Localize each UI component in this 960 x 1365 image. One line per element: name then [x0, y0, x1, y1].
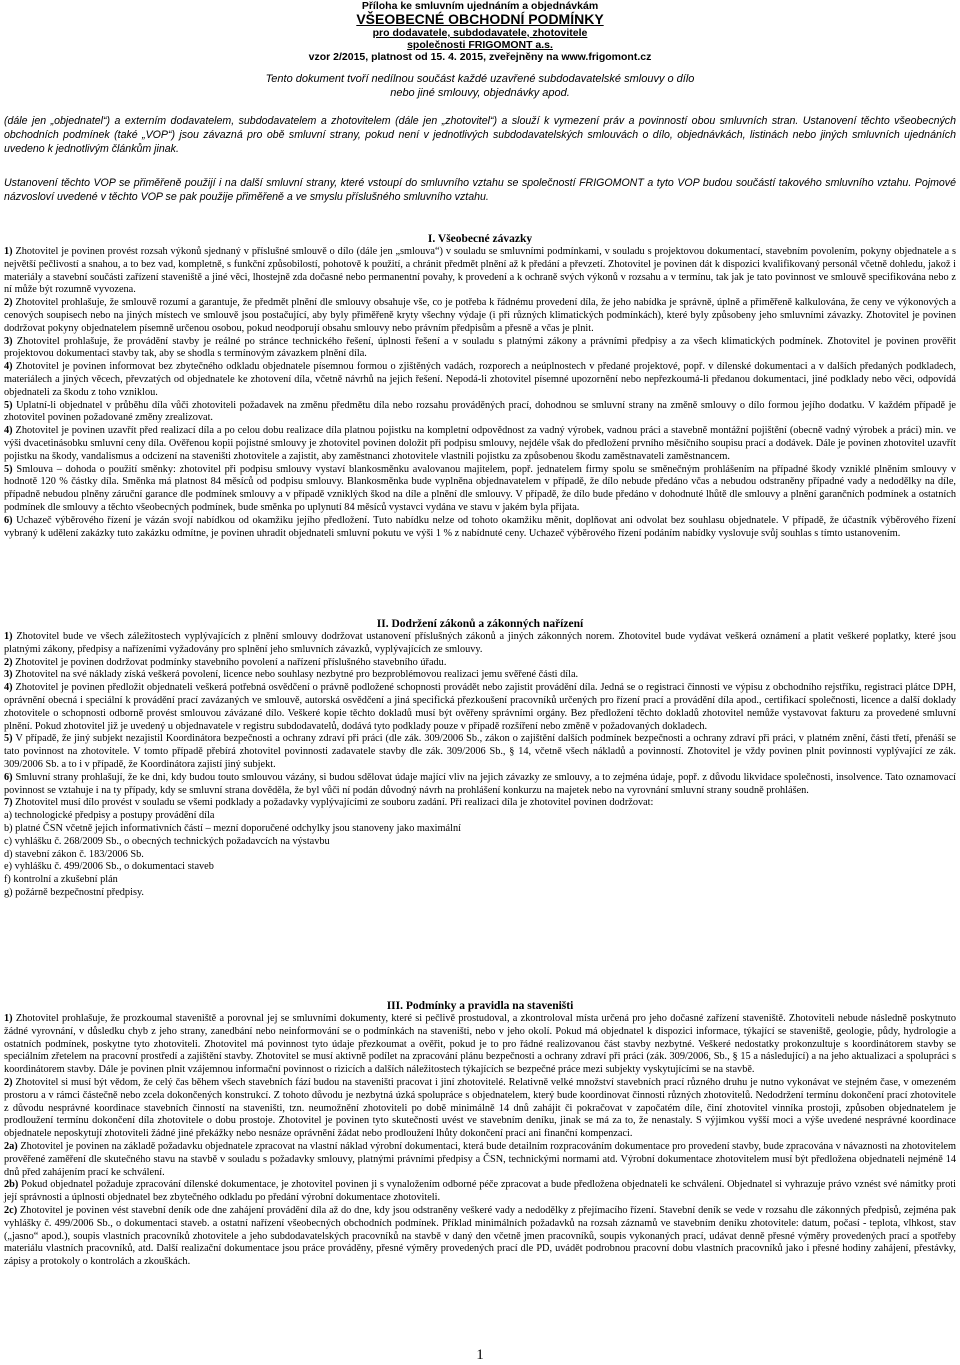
section-2-paragraph: [4, 772, 956, 798]
attachment-label: Příloha ke smluvním ujednáním a objednávkám: [361, 0, 599, 12]
paragraph-number: 6): [4, 771, 13, 783]
paragraph-text: Zhotovitel je povinen vést stavební deník ode dne zahájení provádění díla až do dne, kdy jsou odstraněny veškeré vady a nedodělky z přejímacího řízení. Stavební deník se vede v rozsahu dle zákonných předpisů, zejména pak vyhlášky č. 499/2006 Sb., o dokumentaci staveb. a ostatní nařízení všeobecných obchodních podmínek. Příklad minimálních požadavků na rozsah záznamů ve stavebním deníku zhotovitele: datum, počasí - teplota, vlhkost, stav („jasno“ apod.), soupis vlastních pracovníků zhotovitele a jeho subdodavatelských pracovníků na stavbě v daný den včetně jmen pracovníků, soupis vykonaných prací, udávat denně přesné výměry provedených prací a spotřeby materiálu vlastních pracovníků, atd. Další realizační dokumentace jsou práce prováděny, přesné výměry provedených prací dle PD, uvádět podrobnou pracovní dobu vlastních pracovníků jako i přesné hodiny zahájení, přestávky, zápisy a protokoly o kontrolách a zkouškách.: [4, 1204, 957, 1268]
paragraph-text: Zhotovitel si musí být vědom, že celý čas během všech stavebních fází budou na staveništi pracovat i jiní zhotovitelé. Relativně velké množství stavebních prací různého druhu je nutno vykonávat ve stejném čase, v omezeném prostoru a v rámci částečně nebo zcela dokončených konstrukcí. Z tohoto důvodu je nezbytná úzká spolupráce s objednatelem, který bude koordinovat činnosti různých zhotovitelů. Nedodržení termínu dokončení prací zhotovitele z důvodu nesprávné koordinace stavebních činností na staveništi, tzn. neumožnění zhotoviteli po době minimálně 14 dnů zahájit či pokračovat v započatém díle, činí zhotovitel vinníka prostoji, způsoben objednatelem je prodloužení termínu dokončení díla zhotovitele o dobu prostoje. Zhotovitel je povinen tyto skutečnosti uvést ve stavebním deníku, jinak se má za to, že nenastaly. S výjimkou vyšší moci a výše uvedené nesprávné koordinace objednatele neposkytují zhotoviteli žádné jiné překážky nebo nesnáze oprávnění žádat nebo prodloužení lhůty dokončení prací ani finanční kompenzaci.: [4, 1076, 957, 1140]
paragraph-number: 2a): [4, 1140, 18, 1152]
intro-note-line-2: nebo jiné smlouvy, objednávky apod.: [390, 87, 570, 99]
section-2-paragraph: [4, 797, 956, 810]
list-item: e) vyhlášku č. 499/2006 Sb., o dokumentaci staveb: [4, 861, 214, 873]
section-title-2: II. Dodržení zákonů a zákonných nařízení: [376, 618, 584, 630]
paragraph-number: 5): [4, 733, 13, 745]
section-title-3: III. Podmínky a pravidla na staveništi: [386, 1000, 574, 1012]
list-item: a) technologické předpisy a postupy provádění díla: [4, 810, 215, 822]
section-body-1: [4, 246, 956, 540]
paragraph-number: 6): [4, 514, 13, 526]
paragraph-text: Zhotovitel je povinen informovat bez zbytečného odkladu objednatele písemnou formou o zjištěných vadách, rozporech a neúplnostech v předané projektové, popř. v dílenské dokumentaci a v dalších předaných podkladech, materiálech a jiných věcech, převzatých od objednatele ke zhotovení díla, včetně návrhů na jejich řešení. Nepodá-li zhotovitel písemné upozornění nebo nepřezkoumá-li předanou dokumentaci, jiné podklady nebo věci, odpovídá objednateli za škodu z toho vzniklou.: [4, 361, 956, 398]
paragraph-text: Zhotovitel je povinen dodržovat podmínky stavebního povolení a nařízení příslušného stavebního úřadu.: [15, 656, 447, 668]
section-2-paragraph: [4, 657, 956, 670]
paragraph-text: Zhotovitel bude ve všech záležitostech vyplývajících z plnění smlouvy dodržovat ustanovení příslušných zákonů a jiných zákonných norem. Zhotovitel bude vydávat veškerá oznámení a platit veškeré poplatky, které jsou platnými zákony, předpisy a nařízeními vyžadovány pro splnění jeho smluvních závazků, vyplývajících ze smlouvy.: [4, 631, 956, 655]
section-1-paragraph: [4, 515, 956, 541]
paragraph-text: Zhotovitel je povinen uzavřít před realizací díla a po celou dobu realizace díla platnou pojistku na kompletní odpovědnost za vadný výrobek, vadnou práci a stavebně montážní pojištění (obecně vadný výrobek a práci) min. ve výši dvacetinásobku smluvní ceny díla. Ověřenou kopii pojistné smlouvy je zhotovitel povinen doložit při podpisu smlouvy, nejdéle však do předložení prvního měsíčního soupisu prací a dodávek. Dále je povinen zhotovitel uzavřít pojistku na škody, vandalismus a odcizení na staveništi zhotovitele a zajistit, aby zaměstnanci zhotovitele vlastnili pojistku za způsobenou škodu zaměstnavateli zaměstnancem.: [4, 425, 956, 462]
paragraph-text: Zhotovitel prohlašuje, že smlouvě rozumí a garantuje, že předmět plnění dle smlouvy obsahuje vše, co je potřeba k řádnému provedení díla, že jeho nabídka je správně, úplně a přiměřeně kalkulována, že ceny ve výkonových a cenových soupisech nebo na jiných místech ve smlouvě jsou postačující, aby byly přiměřeně kryty všechny výdaje (i při různých klimatických podmínkách), které byly způsobeny jeho smluvními závazky. Zhotovitel je povinen dodržovat pokyny objednatelem písemně určenou osobou, pokud neodporují obsahu smlouvy nebo právním předpisům a přesně a včas je plnit.: [4, 297, 956, 334]
paragraph-number: 4): [4, 425, 13, 437]
section-2-paragraph: [4, 682, 956, 733]
intro-paragraph-1: (dále jen „objednatel“) a externím dodavatelem, subdodavatelem a zhotovitelem (dále jen „zhotovitel“) a slouží k vymezení práv a povinností obou smluvních stran. Ustanovení těchto všeobecných obchodních podmínek (také „VOP“) jsou závazná pro obě smluvní strany, pokud není v jednotlivých subdodavatelských smlouvách o dílo, objednávkách, listinách nebo jiných smluvních ujednáních uvedeno k jednotlivým článkům jinak.: [4, 115, 956, 156]
paragraph-text: Zhotovitel prohlašuje, že provádění stavby je reálné po stránce technického řešení, úplnosti řešení a v souladu s platnými zákony a právními předpisy a za všech klimatických podmínek. Zhotovitel je povinen prověřit projektovou dokumentaci stavby tak, aby se shodla s termínovým závazkem plnění díla.: [4, 335, 956, 360]
section-title-1: I. Všeobecné závazky: [427, 233, 533, 245]
document-title: VŠEOBECNÉ OBCHODNÍ PODMÍNKY: [356, 11, 604, 27]
paragraph-text: Zhotovitel je povinen na základě požadavku objednatele zpracovat na vlastní náklad výrobní dokumentaci, která bude detailním rozpracováním dokumentace pro provedení stavby, bude zpracována v návaznosti na zhotovitelem prověřené zaměření dle skutečného stavu na stavbě v souladu s požadavky smlouvy, platnými právními předpisy a ČSN, technickými normami atd. Výrobní dokumentace zhotovitelem musí být předložena objednateli nejméně 14 dnů před zahájením prací ke schválení.: [4, 1140, 957, 1178]
section-1-paragraph: [4, 400, 956, 426]
section-3-paragraph: [4, 1077, 956, 1141]
paragraph-number: 4): [4, 682, 13, 694]
paragraph-number: 2): [4, 297, 13, 309]
section-body-3: [4, 1013, 956, 1269]
paragraph-number: 2): [4, 1076, 13, 1088]
intro-note-line-1: Tento dokument tvoří nedílnou součást každé uzavřené subdodavatelské smlouvy o dílo: [265, 73, 695, 85]
intro-paragraph-2: Ustanovení těchto VOP se přiměřeně použijí i na další smluvní strany, které vstoupí do smluvního vztahu se společností FRIGOMONT a tyto VOP budou součástí takového smluvního vztahu. Pojmové názvosloví uvedené v těchto VOP se pak použije přiměřeně a ve smyslu příslušného smluvního vztahu.: [4, 177, 956, 204]
paragraph-text: Zhotovitel je povinen předložit objednateli veškerá potřebná osvědčení o právně podložené schopnosti provádět nebo zajistit provádění díla. Jedná se o registraci činnosti ve výpisu z obchodního rejstříku, registraci plátce DPH, oprávnění obecná i speciální k provádění prací zavázaných ve smlouvě, autorská osvědčení a jiná specifická přezkoušení pracovníků určených pro řízení prací a provádění díla apod., certifikací společnosti, licence a další doklady zhotovitele o schopnosti odborně provést smlouvou závázané dílo. Veškeré kopie těchto dokladů musí být ověřeny správními orgány. Bez předložení těchto dokladů zhotovitel nemůže vystavovat fakturu za provedené smluvní plnění. Pokud zhotovitel již je uvedený u objednavatele v registru subdodavatelů, dodává tyto podklady pouze v případě rozšíření nebo změně v požadovaných dokladech.: [4, 682, 957, 732]
list-item: c) vyhlášku č. 268/2009 Sb., o obecných technických požadavcích na výstavbu: [4, 835, 330, 847]
paragraph-text: Smluvní strany prohlašují, že ke dni, kdy budou touto smlouvou vázány, si budou sdělovat údaje mající vliv na jejich závazky ze smlouvy, a to zejména údaje, popř. z důvodu likvidace společnosti, insolvence. Tato oznamovací povinnost se vztahuje i na ty případy, kdy se smluvní strana dověděla, že byl vůči ní podán důvodný návrh na prohlášení konkurzu na majetek nebo na vyrovnání smluvní strany soudně prohlášen.: [4, 771, 957, 796]
paragraph-number: 3): [4, 335, 13, 347]
section-2-paragraph: [4, 733, 956, 771]
paragraph-text: Pokud objednatel požaduje zpracování dílenské dokumentace, je zhotovitel povinen ji s vynaložením odborné péče zpracovat a bude předložena objednateli ke schválení. Objednatel si vyhrazuje právo vznést své námitky proti její správnosti a úplnosti objednatel bez zbytečného odkladu po předání výrobní dokumentace zhotoviteli.: [4, 1179, 956, 1204]
paragraph-number: 1): [4, 246, 13, 257]
section-3-paragraph: [4, 1013, 956, 1077]
page-number: 1: [476, 1347, 484, 1363]
section-3-paragraph: [4, 1179, 956, 1205]
list-item: d) stavební zákon č. 183/2006 Sb.: [4, 848, 144, 860]
paragraph-number: 1): [4, 631, 13, 642]
paragraph-text: Smlouva – dohoda o použití směnky: zhotovitel při podpisu smlouvy vystaví blankosměnku avalovanou majitelem, popř. jednatelem firmy spolu se směnečným prohlášením na případné škody vzniklé plněním smlouvy v hodnotě 120 % částky díla. Směnka má platnost 84 měsíců od podpisu smlouvy. Blankosměnka bude vyplněna objednavatelem v případě, že dílo nebude předáno včas a nebudou odstraněny případné vady a nedodělky na díle, případně nebudou plněny záruční garance dle podmínek smlouvy a v případě vzniklých škod na díle a plnění dle smlouvy. V případě, že dílo bude předáno v dohodnuté lhůtě dle smlouvy a plnění garančních podmínek a ostatních podmínek dle smlouvy a těchto všeobecných podmínek, bude směnka po uplynutí 84 měsíců vystavci vydána ve stavu v jakém byla přijata.: [4, 463, 956, 513]
paragraph-text: Zhotovitel musí dílo provést v souladu se všemi podklady a požadavky vyplývajícími ze souboru zadání. Při realizaci díla je zhotovitel povinen dodržovat:: [15, 797, 654, 809]
paragraph-text: Uchazeč výběrového řízení je vázán svojí nabídkou od okamžiku jejího předložení. Tuto nabídku nelze od tohoto okamžiku měnit, doplňovat ani odvolat bez souhlasu objednatele. V případě, že účastník výběrového řízení vybraný k udělení zakázky tuto zakázku odmítne, je povinen uhradit objednateli smluvní pokutu ve výši 1 % z nabídnuté ceny. Uchazeč výběrového řízení podáním nabídky vyslovuje svůj souhlas s tímto ustanovením.: [4, 514, 956, 539]
section-1-paragraph: [4, 425, 956, 463]
paragraph-text: Zhotovitel je povinen provést rozsah výkonů sjednaný v příslušné smlouvě o dílo (dále jen „smlouva“) v souladu se smluvními podmínkami, v souladu s projektovou dokumentací, stavebním povolením, pokyny objednatele a s největší pečlivostí a snahou, a to bez vad, kompletně, s funkční způsobilostí, pohotově k použití, a chránit předmět plnění až k předání a převzetí. Zhotovitel je povinen dát k dispozici kvalifikovaný personál včetně dohledu, jakož i materiály a stavební součásti zařízení staveniště a jiné věci, lhostejně zda dočasné nebo permanentní povahy, k provedení a k ochraně svých výkonů v rozsahu a v termínu, tak jak je tato povinnost ve smlouvě specifikována nebo z ní může být rozumně vyvozena.: [4, 246, 956, 296]
section-1-paragraph: [4, 336, 956, 362]
list-item: b) platné ČSN včetně jejich informativních částí – mezní doporučené odchylky jsou stanoveny jako maximální: [4, 822, 461, 834]
list-item: g) požárně bezpečnostní předpisy.: [4, 886, 145, 898]
paragraph-text: Zhotovitel na své náklady získá veškerá povolení, licence nebo souhlasy nezbytné pro bezproblémovou realizaci jemu svěřené části díla.: [15, 669, 579, 681]
section-1-paragraph: [4, 464, 956, 515]
paragraph-text: V případě, že jiný subjekt nezajistil Koordinátora bezpečnosti a ochrany zdraví při práci (dle zák. 309/2006 Sb., zákon o zajištění dalších podmínek bezpečnosti a ochrany zdraví při práci, v platném znění, části třetí, přenáší se tato povinnost na zhotovitele. V tomto případě přebírá zhotovitel povinnosti zadavatele stavby dle zák. 309/2006 Sb., § 14, včetně všech nákladů a povinností. Zhotovitel je vždy povinen plnit povinnosti vyplývající ze zák. 309/2006 Sb. a to i v případě, že Koordinátora zajistí jiný subjekt.: [4, 733, 956, 770]
paragraph-text: Uplatní-li objednatel v průběhu díla vůči zhotoviteli požadavek na změnu předmětu díla nebo rozsahu prováděných prací, dohodnou se smluvní strany na změně smlouvy o dílo formou jejího dodatku. V každém případě je zhotovitel povinen požadované změny zrealizovat.: [4, 399, 957, 424]
document-header: [0, 0, 960, 63]
paragraph-number: 2c): [4, 1204, 18, 1216]
section-2-paragraph: [4, 669, 956, 682]
paragraph-text: Zhotovitel prohlašuje, že prozkoumal staveniště a porovnal jej se smluvními dokumenty, které si pečlivě prostudoval, a zkontroloval místa určená pro jeho dočasné zařízení staveniště. Zhotoviteli nebude následně poskytnuto žádné vyrovnání, v důsledku chyb z jeho strany, zanedbání nebo neinformování se o podmínkách na staveništi, nebo v jeho okolí. Pokud má objednatel k dispozici informace, týkající se staveniště, geologie, půdy, hydrologie a ostatních podmínek, poskytne tyto zhotoviteli. Zhotovitel má povinnost tyto údaje přezkoumat a ověřit, pokud je to pro řádné realizovanou část stavby nezbytné. Veškeré nedostatky prokonzultuje s koordinátorem stavby se speciálním zřetelem na pracovní prostředí a zajištění stavby. Zhotovitel se musí aktivně podílet na zpracování plánu bezpečnosti a ochrany zdraví při práci (zák. 309/2006, Sb., § 15 a následující) a na jeho aktualizaci a spolupráci s koordinátorem stavby. Dále je povinen plnit vzájemnou informační povinnost o rizicích a dalších náležitostech týkajících se bezpečné práce mezi subjekty vyskytujícími se na stavbě.: [4, 1013, 956, 1076]
company-name: společnosti FRIGOMONT a.s.: [407, 39, 553, 51]
paragraph-number: 5): [4, 399, 13, 411]
paragraph-number: 3): [4, 669, 13, 681]
intro-note: [0, 72, 960, 100]
section-3-paragraph: [4, 1141, 956, 1179]
section-body-2: [4, 631, 956, 900]
paragraph-number: 7): [4, 797, 13, 809]
paragraph-number: 5): [4, 463, 13, 475]
section-1-paragraph: [4, 246, 956, 297]
paragraph-number: 4): [4, 361, 13, 373]
document-subtitle: pro dodavatele, subdodavatele, zhotovitele: [372, 27, 588, 39]
section-3-paragraph: [4, 1205, 956, 1269]
section-1-paragraph: [4, 361, 956, 399]
paragraph-number: 1): [4, 1013, 13, 1024]
section-2-paragraph: [4, 631, 956, 657]
section-1-paragraph: [4, 297, 956, 335]
version-line: vzor 2/2015, platnost od 15. 4. 2015, zveřejněny na www.frigomont.cz: [308, 51, 652, 63]
paragraph-number: 2b): [4, 1179, 19, 1191]
list-item: f) kontrolní a zkušební plán: [4, 874, 118, 886]
paragraph-number: 2): [4, 656, 13, 668]
